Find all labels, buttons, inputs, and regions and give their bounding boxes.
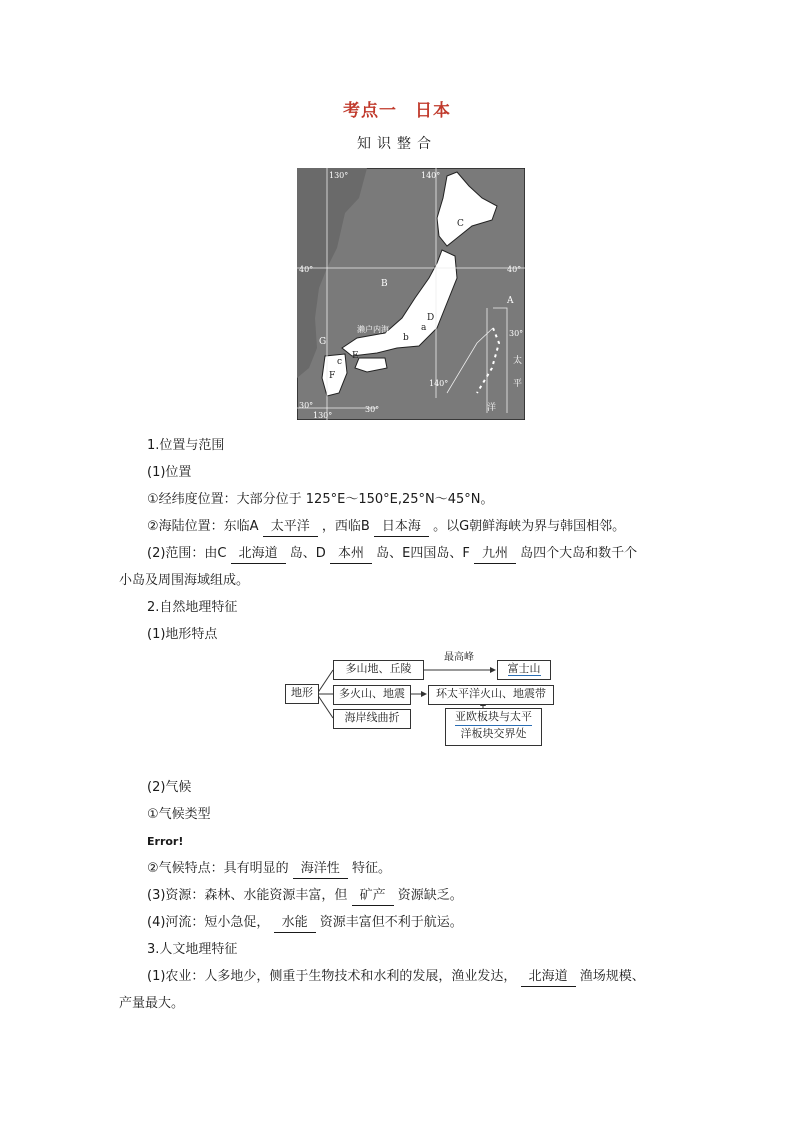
answer-blank: 本州 (330, 545, 372, 564)
sub-heading: (1)地形特点 (147, 627, 218, 642)
lat-label: 40° (507, 265, 522, 274)
section-heading: 3.人文地理特征 (147, 942, 238, 957)
arrow-label: 最高峰 (444, 652, 474, 663)
text-fragment: (1)农业：人多地少，侧重于生物技术和水利的发展，渔业发达， (147, 969, 517, 984)
answer-blank: 日本海 (374, 518, 429, 537)
lonlat-line: ①经纬度位置：大部分位于 125°E～150°E,25°N～45°N。 (147, 492, 494, 507)
map-letter-a: A (507, 296, 514, 306)
body-text (119, 432, 679, 1017)
map-letter-b: B (381, 279, 388, 289)
map-ocean-char: 平 (513, 379, 523, 389)
lat-label: 40° (299, 265, 314, 274)
text-fragment: 资源丰富但不利于航运。 (319, 915, 463, 930)
map-ocean-char: 太 (513, 356, 523, 366)
text-fragment: 岛、D (289, 546, 326, 561)
map-letter-small-c: c (337, 357, 343, 367)
answer-blank: 海洋性 (293, 860, 348, 879)
map-sea-label: 濑户内海 (357, 325, 389, 334)
agriculture-line (119, 963, 679, 990)
range-line-2: 小岛及周围海域组成。 (119, 573, 250, 588)
section-heading: 1.位置与范围 (147, 438, 225, 453)
answer-blank: 九州 (474, 545, 516, 564)
text-fragment: 特征。 (351, 861, 391, 876)
section-heading: 2.自然地理特征 (147, 600, 238, 615)
answer-fuji: 富士山 (507, 662, 541, 675)
sealand-line (119, 513, 679, 540)
plates-line-2: 洋板块交界处 (460, 727, 527, 740)
error-text: Error! (147, 835, 184, 848)
terrain-diagram (119, 652, 679, 770)
text-fragment: 岛、E四国岛、F (376, 546, 470, 561)
plates-line-1: 亚欧板块与太平 (455, 709, 532, 726)
text-fragment: (4)河流：短小急促， (147, 915, 270, 930)
box-volcano: 多火山、地震 (333, 685, 411, 705)
text-fragment: 。以G朝鲜海峡为界与韩国相邻。 (433, 519, 626, 534)
resources-line (119, 882, 679, 909)
answer-blank: 北海道 (231, 545, 286, 564)
section-subtitle: 知识整合 (357, 136, 437, 152)
map-letter-g: G (319, 337, 327, 347)
lon-label: 140° (429, 379, 449, 388)
map-ocean-char: 洋 (487, 403, 497, 413)
lon-label: 130° (313, 411, 333, 420)
answer-blank: 太平洋 (263, 518, 318, 537)
text-fragment: ，西临B (321, 519, 370, 534)
box-mountains: 多山地、丘陵 (333, 660, 424, 680)
map-letter-small-a: a (421, 323, 427, 333)
sub-heading: (2)气候 (147, 780, 192, 795)
text-fragment: 资源缺乏。 (397, 888, 463, 903)
map-letter-small-b: b (403, 333, 409, 343)
rivers-line (119, 909, 679, 936)
map-letter-f: F (329, 371, 336, 381)
map-letter-d: D (427, 313, 435, 323)
lon-label: 30° (365, 405, 380, 414)
climate-feature-line (119, 855, 679, 882)
box-coastline: 海岸线曲折 (333, 709, 411, 729)
range-line (119, 540, 679, 567)
box-ring: 环太平洋火山、地震带 (428, 685, 554, 705)
lat-label: 30° (299, 401, 314, 410)
answer-blank: 矿产 (352, 887, 394, 906)
lat-label: 30° (509, 329, 524, 338)
sub-heading: (1)位置 (147, 465, 192, 480)
lon-label: 140° (421, 171, 441, 180)
text-fragment: 渔场规模、 (579, 969, 645, 984)
text-fragment: 岛四个大岛和数千个 (520, 546, 638, 561)
map-letter-c: C (457, 219, 464, 229)
text-fragment: (2)范围：由C (147, 546, 227, 561)
agriculture-line-2: 产量最大。 (119, 996, 185, 1011)
map-letter-e: E (352, 351, 359, 361)
box-fuji (497, 660, 551, 680)
answer-blank: 北海道 (521, 968, 576, 987)
terrain-box: 地形 (285, 684, 319, 704)
lon-label: 130° (329, 171, 349, 180)
climate-type: ①气候类型 (147, 807, 211, 822)
text-fragment: ②海陆位置：东临A (147, 519, 259, 534)
box-plates (445, 708, 542, 746)
answer-blank: 水能 (274, 914, 316, 933)
page-title: 考点一 日本 (343, 101, 451, 121)
japan-map (297, 168, 525, 420)
text-fragment: (3)资源：森林、水能资源丰富，但 (147, 888, 348, 903)
text-fragment: ②气候特点：具有明显的 (147, 861, 289, 876)
